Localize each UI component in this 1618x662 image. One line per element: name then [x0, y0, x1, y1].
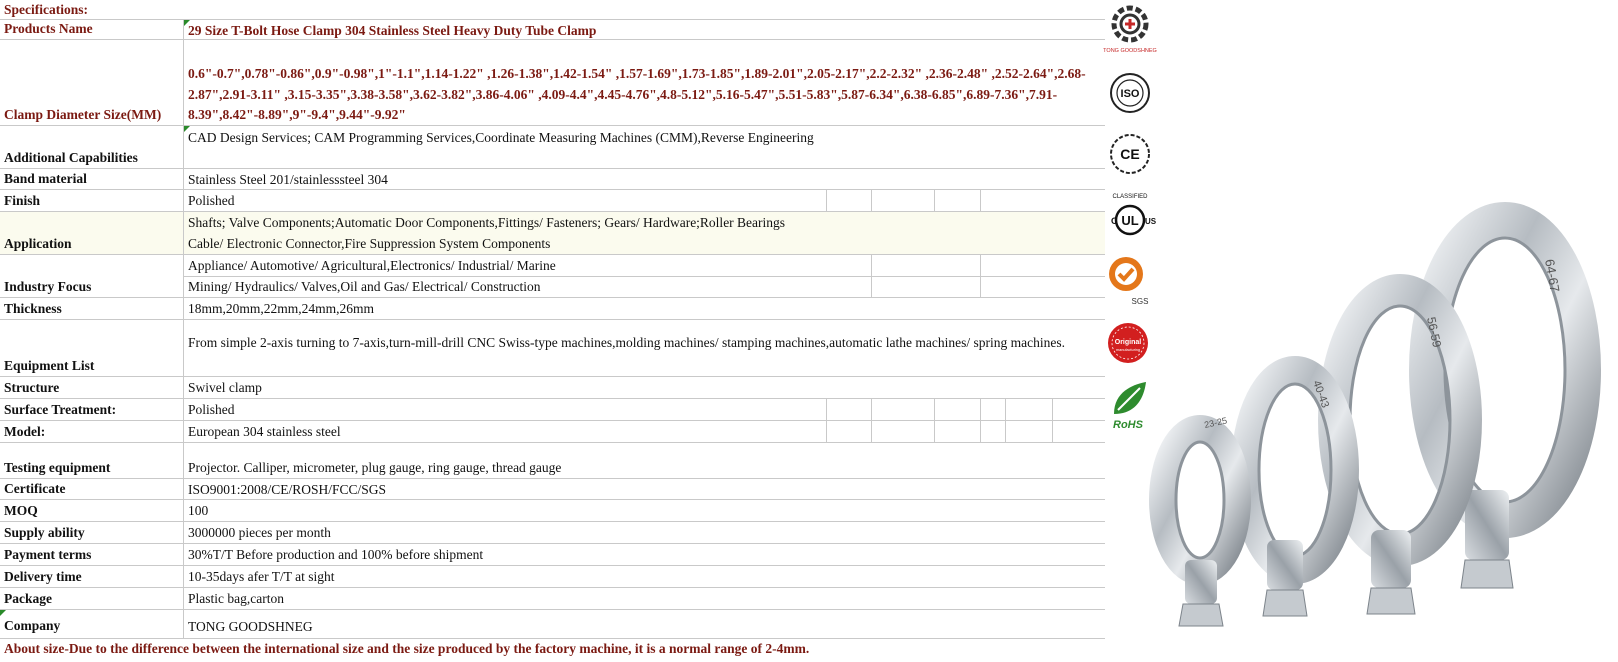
- row-value: Plastic bag,carton: [188, 591, 284, 606]
- row-company: [0, 610, 1105, 639]
- row-value: Polished: [188, 193, 235, 208]
- row-supply-ability: [0, 522, 1105, 544]
- row-value: 18mm,20mm,22mm,24mm,26mm: [188, 301, 375, 316]
- svg-text:64-67: 64-67: [1542, 257, 1563, 294]
- row-value: From simple 2-axis turning to 7-axis,turn-mill-drill CNC Swiss-type machines,molding machines/ stamping machines,automatic lathe machines/ spring machines.: [188, 335, 1065, 350]
- svg-text:TONG GOODSHNEG: TONG GOODSHNEG: [1103, 48, 1157, 54]
- row-payment-terms: [0, 544, 1105, 566]
- svg-text:C: C: [1111, 216, 1118, 226]
- row-thickness: [0, 298, 1105, 320]
- svg-text:CE: CE: [1120, 146, 1140, 162]
- row-value: Polished: [188, 402, 235, 417]
- size-note: About size-Due to the difference between the international size and the size produced by the factory machine, it is a normal range of 2-4mm.: [4, 641, 810, 656]
- svg-text:RoHS: RoHS: [1113, 419, 1143, 431]
- row-label: Package: [4, 591, 52, 606]
- svg-text:US: US: [1145, 217, 1157, 226]
- row-label: Structure: [4, 380, 60, 395]
- row-package: [0, 588, 1105, 610]
- row-finish: [0, 190, 1105, 212]
- svg-text:SGS: SGS: [1131, 297, 1149, 306]
- svg-text:UL: UL: [1121, 213, 1139, 228]
- row-value: ISO9001:2008/CE/ROSH/FCC/SGS: [188, 482, 387, 497]
- row-value: 0.6"-0.7",0.78"-0.86",0.9"-0.98",1"-1.1",1.14-1.22" ,1.26-1.38",1.42-1.54" ,1.57-1.69",1.73-1.85",1.89-2.01",2.05-2.17",2.2-2.32" ,2.36-2.48" ,2.52-2.64",2.68-2.87",2.91-3.11" ,3.15-3.35",3.38-3.58",3.62-3.82",3.86-4.06" ,4.09-4.4",4.45-4.76",4.8-5.12",5.16-5.47",5.51-5.83",5.87-6.34",6.38-6.85",6.89-7.36",7.91-8.39",8.42"-8.89",9"-9.4",9.44"-9.92": [188, 66, 1086, 122]
- svg-text:ISO: ISO: [1120, 88, 1140, 100]
- row-label: Additional Capabilities: [4, 150, 138, 165]
- row-value: Swivel clamp: [188, 380, 262, 395]
- row-label: Clamp Diameter Size(MM): [4, 107, 162, 122]
- row-industry-focus: [0, 255, 1105, 298]
- row-value: Stainless Steel 201/stainlesssteel 304: [188, 172, 388, 187]
- row-additional-capabilities: [0, 126, 1105, 169]
- row-label: Model:: [4, 424, 46, 439]
- sheet-header: Specifications:: [4, 2, 88, 17]
- svg-text:56-59: 56-59: [1424, 315, 1445, 349]
- iso-badge-icon: [1105, 68, 1155, 118]
- svg-text:Original: Original: [1114, 339, 1142, 346]
- row-label: Testing equipment: [4, 460, 111, 475]
- clamp-small-icon: [1162, 415, 1238, 626]
- row-label: Company: [4, 618, 61, 633]
- row-delivery-time: [0, 566, 1105, 588]
- row-label: Equipment List: [4, 358, 95, 373]
- row-structure: [0, 377, 1105, 399]
- svg-text:40-43: 40-43: [1310, 378, 1332, 410]
- row-testing-equipment: [0, 443, 1105, 479]
- svg-text:23-25: 23-25: [1203, 415, 1228, 430]
- row-value-line2: Mining/ Hydraulics/ Valves,Oil and Gas/ Electrical/ Construction: [188, 279, 541, 294]
- row-value: Projector. Calliper, micrometer, plug gauge, ring gauge, thread gauge: [188, 460, 562, 475]
- row-application: [0, 212, 1105, 255]
- row-label: Products Name: [4, 21, 93, 36]
- row-products-name: [0, 19, 1105, 40]
- row-moq: [0, 500, 1105, 522]
- row-value: Appliance/ Automotive/ Agricultural,Electronics/ Industrial/ Marine: [188, 258, 556, 273]
- row-label: Band material: [4, 171, 87, 186]
- row-label: Application: [4, 236, 72, 251]
- row-label: Thickness: [4, 301, 62, 316]
- row-label: Delivery time: [4, 569, 82, 584]
- row-value: Shafts; Valve Components;Automatic Door Components,Fittings/ Fasteners; Gears/ Hardware;Roller Bearings: [188, 215, 786, 230]
- clamp-medium-icon: [1245, 370, 1345, 616]
- svg-text:manufacturing: manufacturing: [1115, 348, 1141, 352]
- row-value: 100: [188, 503, 209, 518]
- row-value: 30%T/T Before production and 100% before shipment: [188, 547, 484, 562]
- product-photo: [1135, 120, 1610, 640]
- row-value: 3000000 pieces per month: [188, 525, 331, 540]
- row-equipment-list: [0, 320, 1105, 377]
- row-model: [0, 421, 1105, 443]
- row-label: Finish: [4, 193, 41, 208]
- row-certificate: [0, 479, 1105, 500]
- row-value: TONG GOODSHNEG: [188, 619, 313, 634]
- row-value-line2: Cable/ Electronic Connector,Fire Suppression System Components: [188, 236, 551, 251]
- row-label: Surface Treatment:: [4, 402, 117, 417]
- row-label: Certificate: [4, 481, 66, 496]
- row-value: 29 Size T-Bolt Hose Clamp 304 Stainless Steel Heavy Duty Tube Clamp: [188, 23, 597, 38]
- row-clamp-diameter: [0, 40, 1105, 126]
- row-label: MOQ: [4, 503, 38, 518]
- svg-text:CLASSIFIED: CLASSIFIED: [1112, 194, 1148, 200]
- company-logo: [1105, 2, 1155, 56]
- row-band-material: [0, 169, 1105, 190]
- row-value: European 304 stainless steel: [188, 424, 341, 439]
- row-label: Supply ability: [4, 525, 85, 540]
- row-label: Payment terms: [4, 547, 92, 562]
- row-value: CAD Design Services; CAM Programming Services,Coordinate Measuring Machines (CMM),Reverse Engineering: [188, 130, 814, 145]
- row-surface-treatment: [0, 399, 1105, 421]
- row-value: 10-35days afer T/T at sight: [188, 569, 335, 584]
- row-label: Industry Focus: [4, 279, 92, 294]
